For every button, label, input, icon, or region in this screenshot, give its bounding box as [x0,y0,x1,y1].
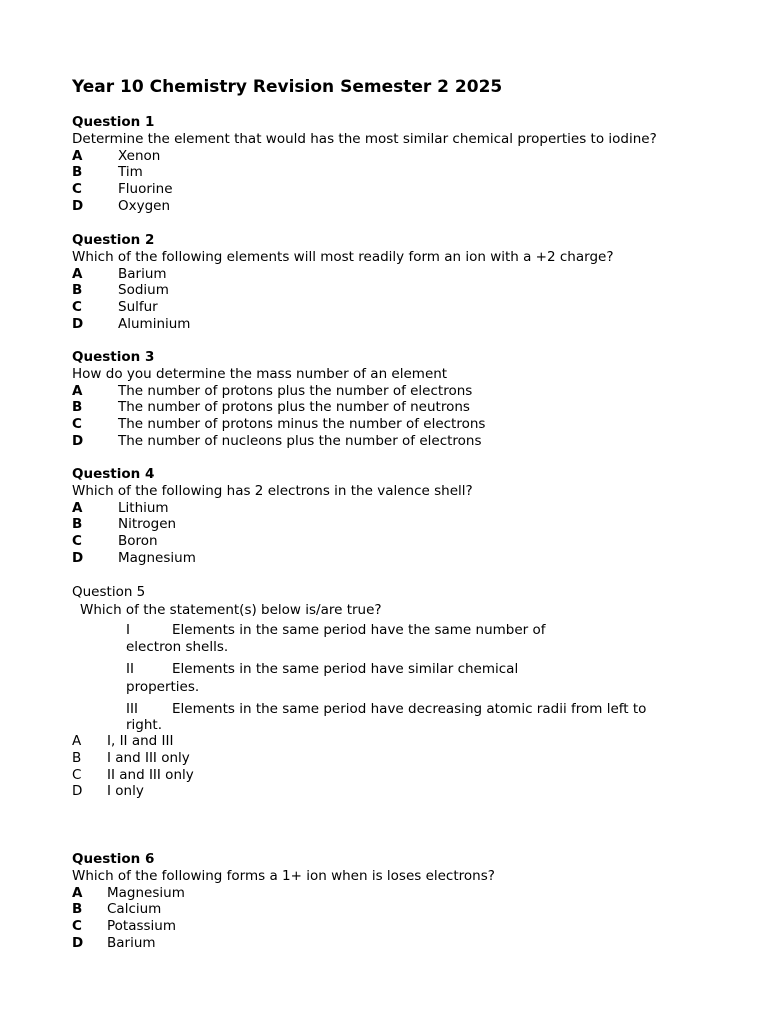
option-text: I, II and III [107,732,174,749]
option-letter: D [72,549,84,566]
option-text: Calcium [107,901,162,918]
option-letter: B [72,749,82,766]
option-b [72,282,712,299]
option-text: Xenon [118,147,161,164]
option-text: Sodium [118,282,169,299]
option-letter: C [72,533,82,550]
question-heading: Question 3 [72,349,155,365]
question-1 [72,114,712,215]
option-text: The number of nucleons plus the number of electrons [118,432,482,449]
statement-text: Elements in the same period have similar chemical [172,661,519,678]
option-letter: A [72,147,83,164]
option-d [72,316,712,333]
option-letter: A [72,884,83,901]
statement-continuation: electron shells. [126,639,229,656]
option-d [72,783,712,800]
question-3 [72,349,712,450]
option-letter: B [72,164,83,181]
option-text: Nitrogen [118,516,177,533]
question-5 [72,584,712,800]
option-letter: D [72,783,83,800]
option-letter: D [72,197,84,214]
option-letter: D [72,315,84,332]
option-letter: B [72,399,83,416]
option-d [72,198,712,215]
option-a [72,383,712,400]
option-a [72,733,712,750]
option-d [72,433,712,450]
option-letter: C [72,918,82,935]
document-title: Year 10 Chemistry Revision Semester 2 2025 [72,77,503,97]
option-text: The number of protons minus the number of electrons [118,416,486,433]
option-text: The number of protons plus the number of electrons [118,382,473,399]
option-letter: A [72,265,83,282]
option-letter: C [72,299,82,316]
statement-text: Elements in the same period have decreasing atomic radii from left to [172,701,647,718]
option-text: Fluorine [118,181,173,198]
option-c [72,767,712,784]
statement-iii [126,701,686,733]
option-text: Lithium [118,499,169,516]
option-text: Oxygen [118,197,171,214]
option-c [72,533,712,550]
option-letter: C [72,766,82,783]
question-text: How do you determine the mass number of an element [72,365,448,382]
option-text: Barium [107,934,156,951]
question-heading: Question 5 [72,584,146,600]
question-heading: Question 4 [72,466,155,482]
option-text: Aluminium [118,315,191,332]
option-a [72,148,712,165]
option-letter: B [72,516,83,533]
question-6 [72,851,712,952]
option-b [72,164,712,181]
question-4 [72,466,712,567]
option-c [72,416,712,433]
option-text: The number of protons plus the number of neutrons [118,399,470,416]
question-text: Which of the statement(s) below is/are true? [80,601,382,618]
option-c [72,918,712,935]
option-letter: D [72,934,84,951]
question-heading: Question 1 [72,114,155,130]
option-text: Magnesium [107,884,185,901]
statement-continuation: right. [126,716,163,733]
option-b [72,399,712,416]
option-letter: B [72,282,83,299]
option-a [72,266,712,283]
statement-ii [126,661,686,697]
option-letter: C [72,416,82,433]
option-text: Barium [118,265,167,282]
option-text: Potassium [107,918,177,935]
option-a [72,885,712,902]
question-heading: Question 6 [72,851,155,867]
option-letter: B [72,901,83,918]
statement-number: III [126,701,138,718]
statement-number: II [126,661,134,678]
option-text: Magnesium [118,549,196,566]
question-text: Determine the element that would has the most similar chemical properties to iodine? [72,130,657,147]
option-text: Sulfur [118,299,158,316]
option-a [72,500,712,517]
option-letter: A [72,499,83,516]
option-b [72,750,712,767]
option-b [72,516,712,533]
option-letter: A [72,382,83,399]
option-letter: C [72,181,82,198]
option-d [72,550,712,567]
option-letter: D [72,432,84,449]
option-c [72,299,712,316]
statement-i [126,622,686,658]
question-text: Which of the following forms a 1+ ion when is loses electrons? [72,867,495,884]
option-text: I only [107,783,144,800]
statement-text: Elements in the same period have the same number of [172,621,546,638]
option-text: Boron [118,533,158,550]
question-2 [72,232,712,333]
option-letter: A [72,732,82,749]
option-d [72,935,712,952]
option-b [72,901,712,918]
statement-continuation: properties. [126,679,200,696]
question-heading: Question 2 [72,232,155,248]
question-text: Which of the following has 2 electrons in the valence shell? [72,482,473,499]
question-text: Which of the following elements will most readily form an ion with a +2 charge? [72,248,614,265]
option-text: I and III only [107,749,190,766]
statement-number: I [126,621,130,638]
option-c [72,181,712,198]
option-text: II and III only [107,766,194,783]
option-text: Tim [118,164,143,181]
